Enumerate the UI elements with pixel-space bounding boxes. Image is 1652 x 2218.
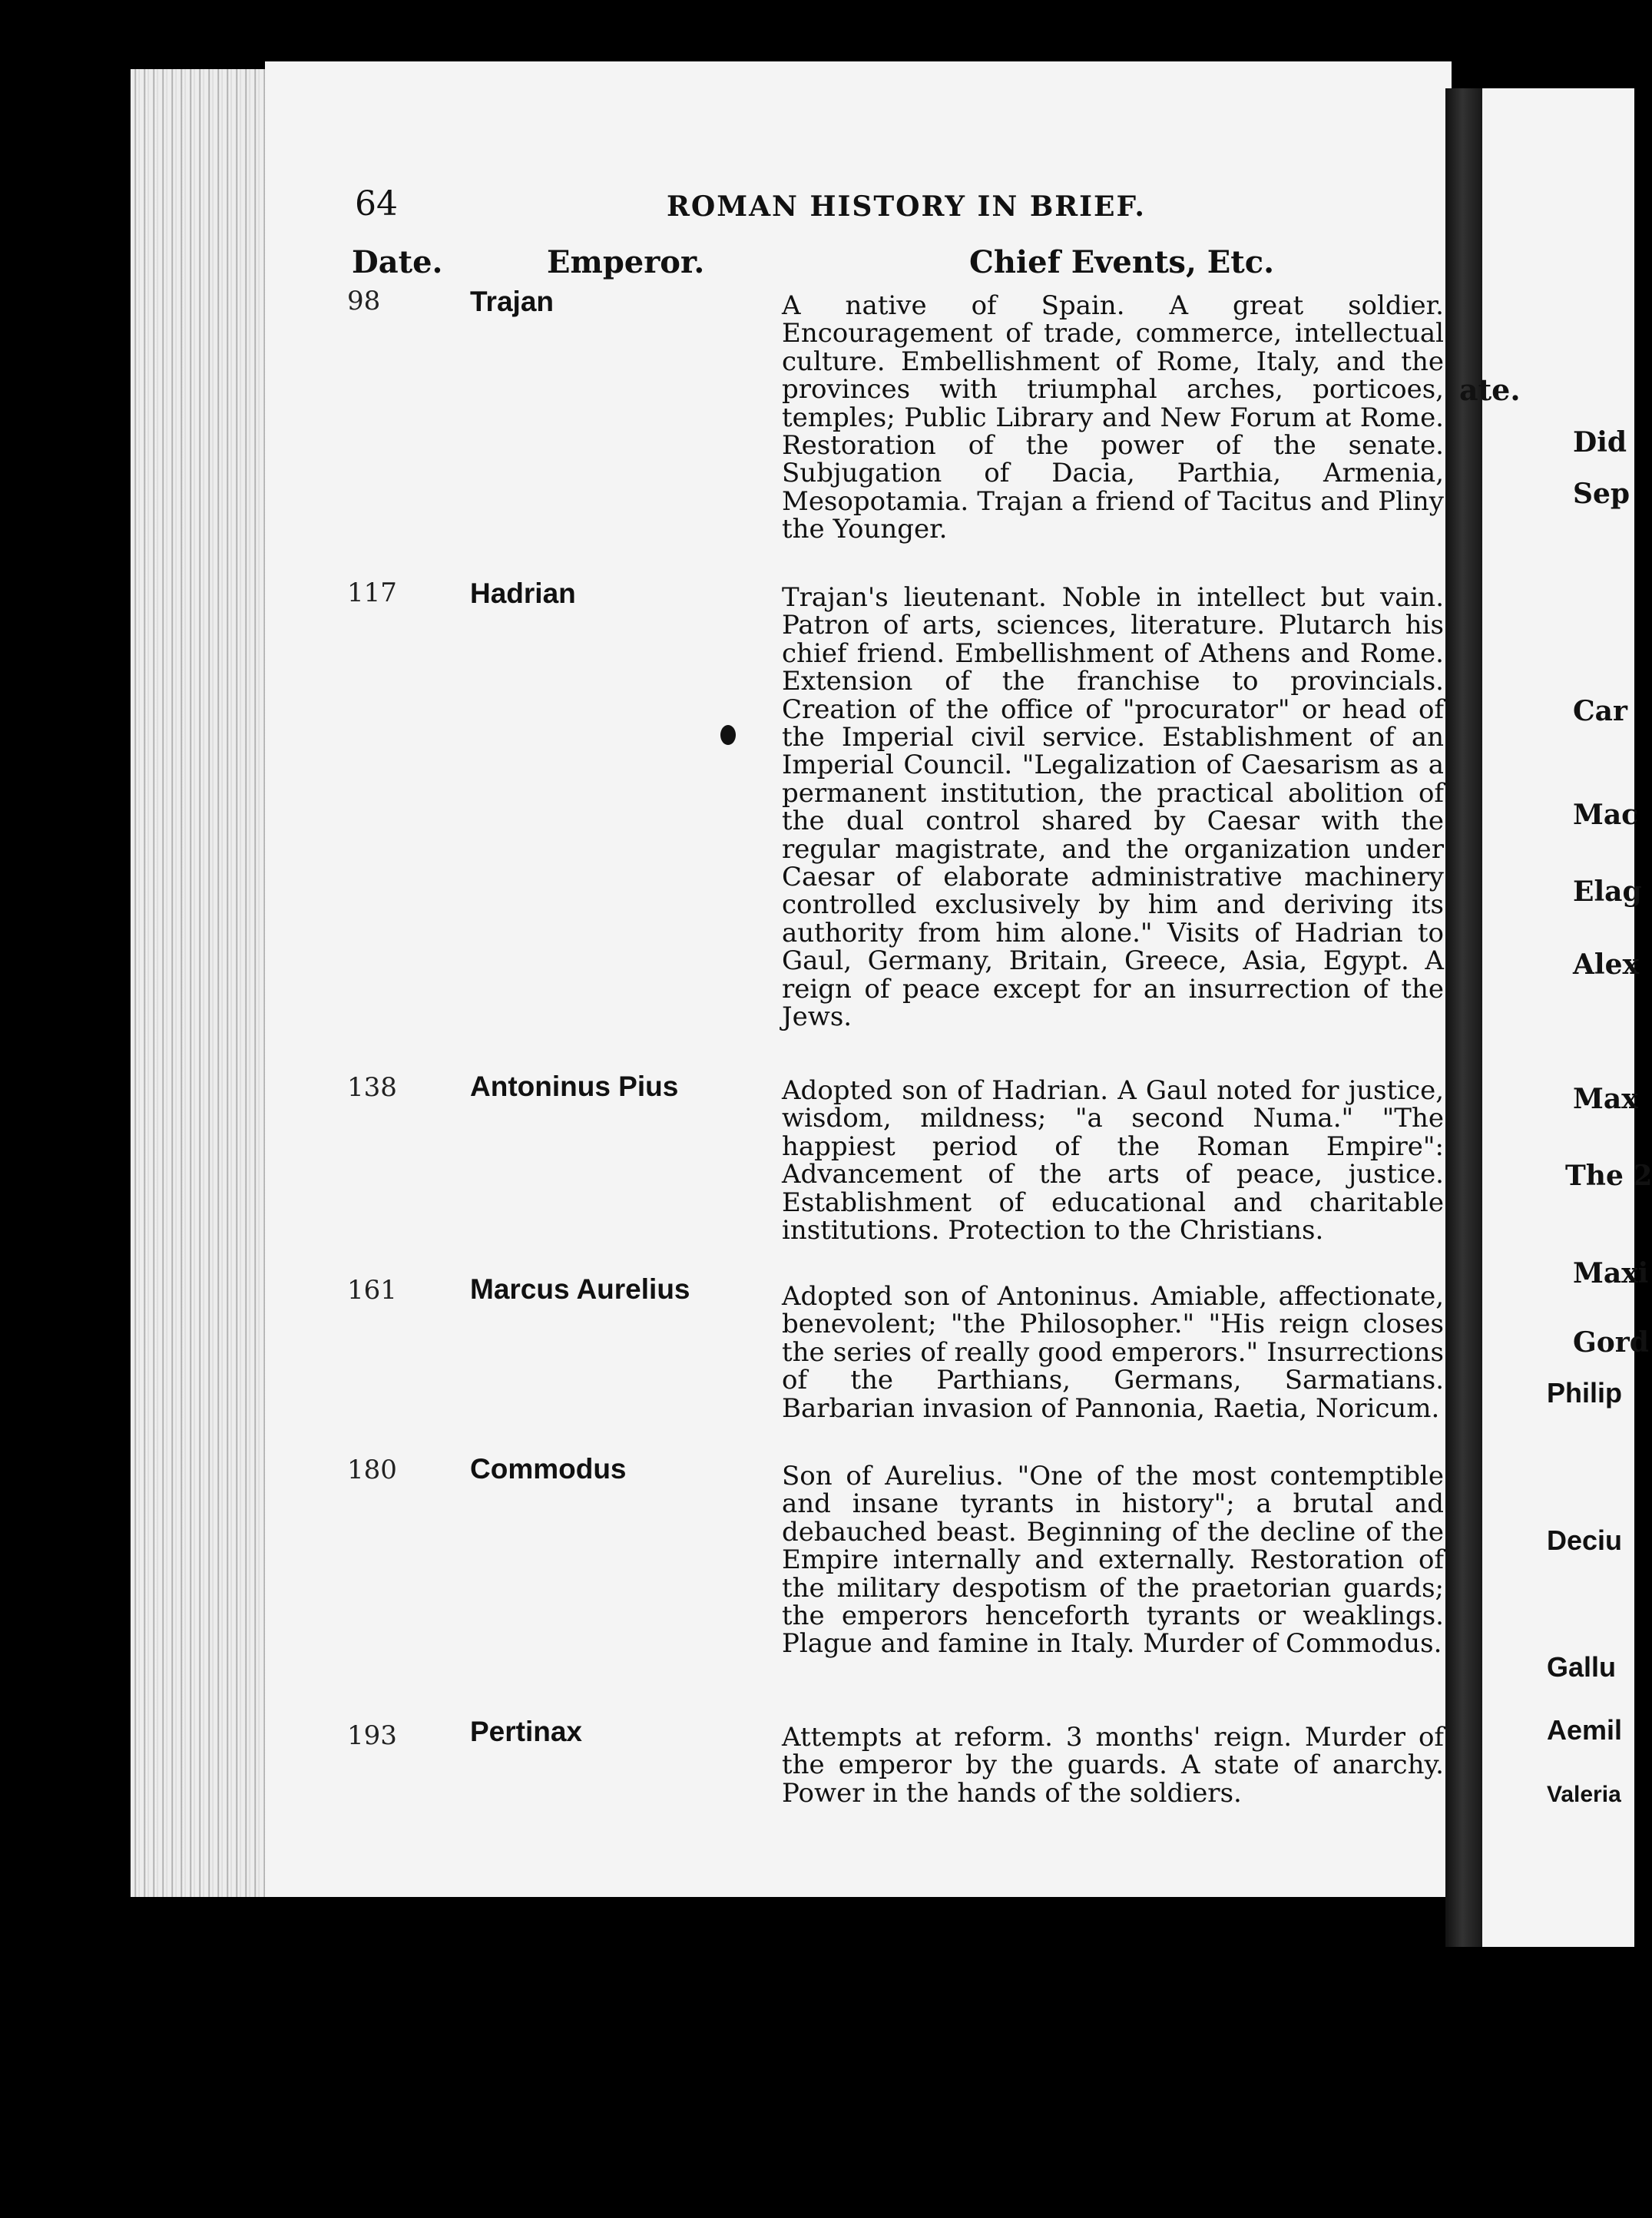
ink-mark [720, 725, 736, 745]
entry-events: Adopted son of Antoninus. Amiable, affectionate, benevolent; "the Philosopher." "His reign closes the series of really good emperors." Insurrections of the Parthians, Germans, Sarmatians. Barbarian invasion of Pannonia, Raetia, Noricum. [782, 1281, 1444, 1424]
column-header-emperor: Emperor. [547, 244, 705, 280]
entry-events: Trajan's lieutenant. Noble in intellect but vain. Patron of arts, sciences, literature. Plutarch his chief friend. Embellishment of Athens and Rome. Extension of the franchise to provincials. Creation of the office of "procurator" or head of the Imperial civil service. Establishment of an Imperial Council. "Legalization of Caesarism as a permanent institution, the practical abolition of the dual control shared by Caesar with the regular magistrate, and the organization under Caesar of elaborate administrative machinery controlled exclusively by him and deriving its authority from him alone." Visits of Hadrian to Gaul, Germany, Britain, Greece, Asia, Egypt. A reign of peace except for an insurrection of the Jews. [782, 582, 1444, 1033]
entry-emperor: Antoninus Pius [470, 1071, 679, 1102]
column-header-events: Chief Events, Etc. [969, 244, 1275, 280]
facing-emperor: Gallu [1547, 1651, 1617, 1683]
entry-events: A native of Spain. A great soldier. Encouragement of trade, commerce, intellectual culture. Embellishment of Rome, Italy, and the provinces with triumphal arches, porticoes, temples; Public Library and New Forum at Rome. Restoration of the power of the senate. Subjugation of Dacia, Parthia, Armenia, Mesopotamia. Trajan a friend of Tacitus and Pliny the Younger. [782, 290, 1444, 545]
facing-emperor: Car [1573, 695, 1627, 727]
entry-emperor: Pertinax [470, 1716, 583, 1747]
entry-date: 117 [347, 578, 397, 608]
entry-emperor: Trajan [470, 286, 554, 317]
facing-emperor: Did [1573, 426, 1627, 458]
facing-emperor: Valeria [1547, 1782, 1621, 1807]
entry-emperor: Commodus [470, 1453, 627, 1485]
facing-emperor: Deciu [1547, 1524, 1623, 1556]
page-edge-stack [131, 69, 269, 1897]
entry-events: Adopted son of Hadrian. A Gaul noted for justice, wisdom, mildness; "a second Numa." "The happiest period of the Roman Empire": Advancement of the arts of peace, justice. Establishment of educational and charitable institutions. Protection to the Christians. [782, 1075, 1444, 1246]
facing-page [1459, 88, 1652, 1947]
entry-date: 193 [347, 1720, 397, 1751]
facing-emperor: Philip [1547, 1377, 1622, 1409]
facing-emperor: Maxi [1573, 1257, 1649, 1289]
facing-emperor: Gord [1573, 1326, 1649, 1359]
facing-emperor: Alex [1573, 948, 1639, 981]
entry-date: 98 [347, 286, 381, 316]
book-gutter [1445, 88, 1488, 1947]
column-header-date: Date. [352, 244, 443, 280]
entry-date: 180 [347, 1455, 397, 1485]
entry-events: Attempts at reform. 3 months' reign. Murder of the emperor by the guards. A state of anarchy. Power in the hands of the soldiers. [782, 1722, 1444, 1809]
facing-column-header: ate. [1459, 372, 1521, 407]
facing-emperor: Sep [1573, 478, 1630, 510]
entry-emperor: Hadrian [470, 578, 576, 609]
facing-emperor: The 2 [1565, 1160, 1652, 1192]
entry-events: Son of Aurelius. "One of the most contemptible and insane tyrants in history"; a brutal and debauched beast. Beginning of the decline of the Empire internally and externally. Restoration of the military despotism of the praetorian guards; the emperors henceforth tyrants or weaklings. Plague and famine in Italy. Murder of Commodus. [782, 1461, 1444, 1660]
facing-emperor: Elag [1573, 876, 1642, 908]
entry-date: 161 [347, 1275, 397, 1306]
page-number: 64 [355, 184, 398, 223]
entry-date: 138 [347, 1072, 397, 1103]
running-title: ROMAN HISTORY IN BRIEF. [667, 190, 1146, 223]
facing-emperor: Mac [1573, 799, 1639, 831]
facing-emperor: Aemil [1547, 1714, 1623, 1746]
facing-emperor: Max [1573, 1083, 1638, 1115]
entry-emperor: Marcus Aurelius [470, 1273, 690, 1305]
